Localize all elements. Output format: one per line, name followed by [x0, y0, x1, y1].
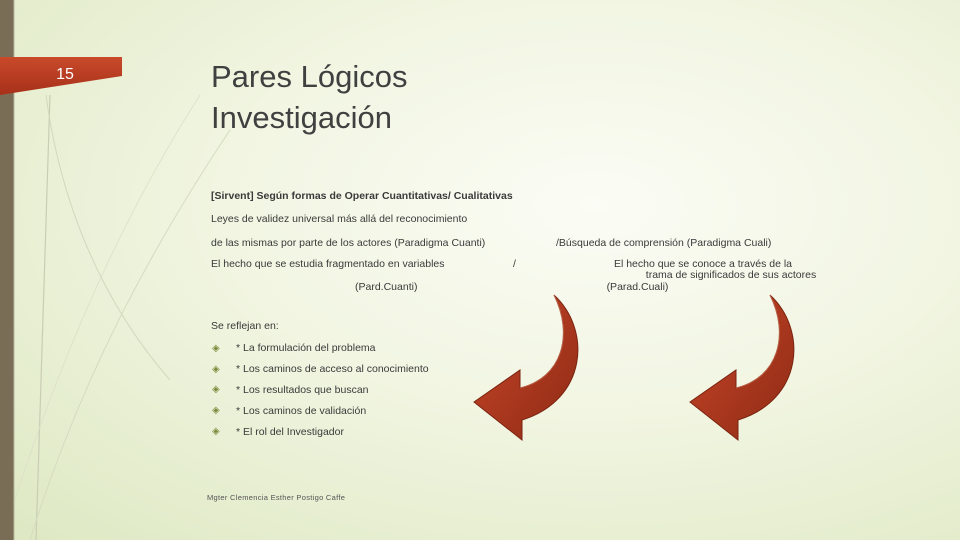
body-line-3-right-a: El hecho que se conoce a través de la	[613, 258, 793, 270]
list-item	[212, 400, 429, 421]
diamond-cross-icon: ◈	[212, 384, 220, 396]
list-item-label: * Los caminos de validación	[236, 404, 367, 417]
list-item-label: * La formulación del problema	[236, 342, 376, 355]
body-line-4: (Pard.Cuanti)	[355, 281, 418, 293]
diamond-cross-icon: ◈	[212, 405, 220, 417]
title-line-1: Pares Lógicos	[211, 59, 408, 94]
bullet-list	[212, 338, 429, 442]
slide-number: 15	[56, 66, 74, 83]
list-item-label: * Los resultados que buscan	[236, 383, 369, 396]
list-item	[212, 380, 429, 401]
body-line-1: Leyes de validez universal más allá del reconocimiento	[211, 213, 468, 225]
body-line-2-right: /Búsqueda de comprensión (Paradigma Cuali)	[556, 237, 772, 249]
curved-arrow-icon	[462, 290, 602, 460]
list-item	[212, 359, 429, 380]
body-line-2: de las mismas por parte de los actores (Paradigma Cuanti)	[211, 237, 486, 249]
diamond-cross-icon: ◈	[212, 363, 220, 375]
list-item-label: * Los caminos de acceso al conocimiento	[236, 363, 429, 376]
list-item	[212, 421, 429, 442]
title-line-2: Investigación	[211, 100, 392, 135]
diamond-cross-icon: ◈	[212, 426, 220, 438]
reflect-label: Se reflejan en:	[211, 320, 279, 332]
body-line-3-right-b: trama de significados de sus actores	[645, 269, 817, 281]
body-line-3: El hecho que se estudia fragmentado en variables	[211, 258, 445, 270]
list-item-label: * El rol del Investigador	[236, 425, 344, 438]
body-heading: [Sirvent] Según formas de Operar Cuantitativas/ Cualitativas	[211, 190, 513, 202]
list-item	[212, 338, 429, 359]
footer-author: Mgter Clemencia Esther Postigo Caffe	[207, 493, 346, 502]
curved-arrow-icon	[678, 290, 818, 460]
diamond-cross-icon: ◈	[212, 342, 220, 354]
body-line-3-right-c: (Parad.Cuali)	[606, 281, 669, 293]
slide-title	[211, 56, 711, 138]
body-line-3-slash: /	[513, 258, 516, 270]
